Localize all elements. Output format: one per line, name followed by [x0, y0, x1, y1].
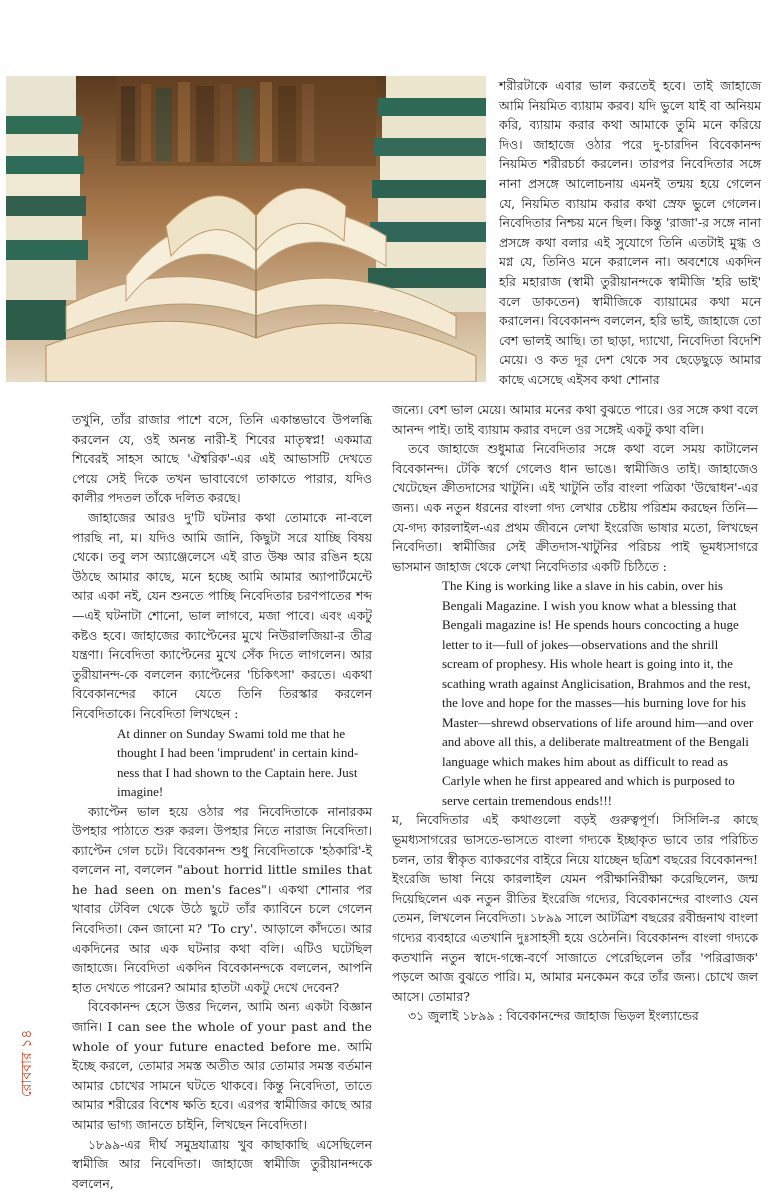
paragraph: তবে জাহাজে শুধুমাত্র নিবেদিতার সঙ্গে কথা বলে সময় কাটালেন বিবেকানন্দ। টেকি স্বর্গে গেলেও ধান ভাঙে। স্বামীজিও তাই। জাহাজেও খেটেছেন ক্রীতদাসের খাটুনি। এই খাটুনি তাঁর বাংলা পত্রিকা 'উদ্বোধন'-এর জন্য। এক নতুন ধরনের বাংলা গদ্য লেখার চেষ্টায় পরিশ্রম করছেন তিনি—যে-গদ্য কারলাইল-এর প্রথম জীবনে লেখা ইংরেজি ভাষার মতো, লিখছেন নিবেদিতা। স্বামীজির সেই ক্রীতদাস-খাটুনির পরিচয় পাই ভূমধ্যসাগরে ভাসমান জাহাজ থেকে লেখা নিবেদিতার একটি চিঠিতে :	[392, 441, 758, 574]
paragraph: জাহাজের আরও দু'টি ঘটনার কথা তোমাকে না-বলে পারছি না, ম। যদিও আমি জানি, কিছুটা সরে যাচ্ছি বিষয় থেকে। তবু লস অ্যাঞ্জেলেসে এই রাত উষ্ণ আর রঙিন হয়ে উঠছে আমার কাছে, মনে হচ্ছে আমি আমার অ্যাপার্টমেন্টে আর একা নই, যেন শুনতে পাচ্ছি নিবেদিতার চরণপাতের শব্দ—এই ঘটনাটা শোনো, ভাল লাগবে, মজা পাবে। এবং একটু কষ্টও হবে। জাহাজের ক্যাপ্টেনের মুখে নিউরালজিয়া-র তীব্র যন্ত্রণা। নিবেদিতা ক্যাপ্টেনের মুখে সেঁক দিতে লাগলেন। আর তুরীয়ানন্দ-কে বললেন ক্যাপ্টেনের 'চিকিৎসা' করতে। একথা বিবেকানন্দের কানে যেতে তিনি তিরস্কার করলেন নিবেদিতাকে। নিবেদিতা লিখছেন :	[72, 509, 372, 721]
paragraph: ক্যাপ্টেন ভাল হয়ে ওঠার পর নিবেদিতাকে নানারকম উপহার পাঠাতে শুরু করল। উপহার নিতে নারাজ নিবেদিতা। ক্যাপ্টেন গেল চটে। বিবেকানন্দ শুধু নিবেদিতাকে 'হঠকারি'-ই বললেন না, বললেন "about horrid little smiles that he had seen on men's faces"। একথা শোনার পর খাবার টেবিল থেকে উঠে ছুটে তাঁর ক্যাবিনে চলে গেলেন নিবেদিতা। কেন জানো ম? 'To cry'. আড়ালে কাঁদতে। আর একদিনের আর এক ঘটনার কথা বলি। এটিও ঘটেছিল জাহাজে। নিবেদিতা একদিন বিবেকানন্দকে বললেন, আপনি হাত দেখতে পারেন? আমার হাতটা একটু দেখে দেবেন?	[72, 803, 372, 995]
quote-king-working: The King is working like a slave in his cabin, over his Bengali Magazine. I wish you know what a blessing that Bengali magazine is! He spends hours concocting a huge letter to it—full of jokes—observations and the shrill scream of prophesy. His whole heart is going into it, the scathing wrath against Anglicisation, Brahmos and the rest, the love and hope for the masses—his burning love for his Master—shrewd observations of life around him—and over and above all this, a deliberate maltreatment of the Bengali language which makes him about as difficult to read as Carlyle when he first appeared and which is purposed to serve certain tremendous ends!!!	[442, 578, 754, 808]
paragraph: ১৮৯৯-এর দীর্ঘ সমুদ্রযাত্রায় খুব কাছাকাছি এসেছিলেন স্বামীজি আর নিবেদিতা। জাহাজে স্বামীজি তুরীয়ানন্দকে বললেন,	[72, 1136, 372, 1191]
right-top-column	[499, 76, 761, 390]
left-column	[72, 410, 372, 1193]
quote-nivedita-dinner: At dinner on Sunday Swami told me that he thought I had been 'imprudent' in certain kind- ness that I had shown to the Captain here. Just imagine!	[117, 725, 359, 799]
paragraph: তখুনি, তাঁর রাজার পাশে বসে, তিনি একান্তভাবে উপলব্ধি করলেন যে, ওই অনন্ত নারী-ই শিবের মাতৃস্বপ্ন! একমাত্র শিবেরই সাহস আছে 'ঐশ্বরিক'-এর এই আভাসটি দেখতে পেয়ে সেই দিকে তখন ভাবাবেগে তাকাতে পারার, যদিও কালীর পদতল তাঁকে দলিত করছে।	[72, 412, 372, 506]
right-main-column	[392, 400, 758, 1026]
page-footer-label: রোববার ১৪	[19, 1029, 35, 1097]
paragraph: জন্যে। বেশ ভাল মেয়ে। আমার মনের কথা বুঝতে পারে। ওর সঙ্গে কথা বলে আনন্দ পাই। তাই ব্যায়াম করার বদলে ওর সঙ্গেই একটু কথা বলি।	[392, 402, 758, 437]
paragraph: ম, নিবেদিতার এই কথাগুলো বড়ই গুরুত্বপূর্ণ। সিসিলি-র কাছে ভূমধ্যসাগরের ভাসতে-ভাসতে বাংলা গদ্যকে ইচ্ছাকৃত ভাবে তার পরিচিত চলন, তার স্বীকৃত ব্যাকরণের বাইরে নিয়ে যাচ্ছেন ছত্রিশ বছরের বিবেকানন্দ! ইংরেজি ভাষা নিয়ে কারলাইল যেমন পরীক্ষানিরীক্ষা করেছিলেন, জন্ম দিয়েছিলেন এক নতুন রীতির ইংরেজি গদ্যের, বিবেকানন্দের বাংলাও যেন তেমন, লিখলেন নিবেদিতা। ১৮৯৯ সালে আটত্রিশ বছরের রবীন্দ্রনাথ বাংলা গদ্যের ব্যবহারে এতখানি দুঃসাহসী হয়ে ওঠেননি। বিবেকানন্দ বাংলা গদ্যকে কতখানি নতুন স্বাদে-গন্ধে-বর্ণে সাজাতে পেরেছিলেন তাঁর 'পরিব্রাজক' পড়লে আজ বুঝতে পারি। ম, আমার মনকেমন করে তাঁর জন্য। চোখে জল আসে। তোমার?	[392, 812, 758, 1004]
paragraph: শরীরটাকে এবার ভাল করতেই হবে। তাই জাহাজে আমি নিয়মিত ব্যায়াম করব। যদি ভুলে যাই বা অনিয়ম করি, ব্যায়াম করার কথা আমাকে তুমি মনে করিয়ে দিও। জাহাজে ওঠার পরে দু-চারদিন বিবেকানন্দ নিয়মিত শরীরচর্চা করলেন। তারপর নিবেদিতার সঙ্গে নানা প্রসঙ্গে আলোচনায় এমনই তন্ময় হয়ে গেলেন যে, নিয়মিত ব্যায়াম করার কথা স্রেফ ভুলে গেলেন। নিবেদিতার নিশ্চয় মনে ছিল। কিন্তু 'রাজা'-র সঙ্গে নানা প্রসঙ্গে কথা বলার এই সুযোগে তিনি এতটাই মুগ্ধ ও মগ্ন যে, তিনিও মনে করালেন না। অবশেষে একদিন হরি মহারাজ (স্বামী তুরীয়ানন্দকে স্বামীজি 'হরি ভাই' বলে ডাকতেন) স্বামীজিকে ব্যায়ামের কথা মনে করালেন। বিবেকানন্দ বললেন, হরি ভাই, জাহাজে তো বেশ ভালই আছি। তা ছাড়া, দ্যাখো, নিবেদিতা বিদেশি মেয়ে। ও কত দূর দেশ থেকে সব ছেড়েছুড়ে আমার কাছে এসেছে এইসব কথা শোনার	[499, 78, 761, 387]
page-footer	[12, 990, 36, 1100]
books-photo-icon	[6, 76, 486, 382]
paragraph: বিবেকানন্দ হেসে উত্তর দিলেন, আমি অন্য একটা বিজ্ঞান জানি। I can see the whole of your past and the whole of your future enacted before me. আমি ইচ্ছে করলে, তোমার সমস্ত অতীত আর তোমার সমস্ত বর্তমান আমার চোখের সামনে ঘটতে থাকবে। কিন্তু নিবেদিতা, তাতে আমার শরীরের বিশেষ ক্ষতি হবে। এরপর স্বামীজির কাছে আর আমার ভাগ্য জানতে চাইনি, লিখছেন নিবেদিতা।	[72, 999, 372, 1132]
books-photo	[6, 76, 486, 382]
paragraph: ৩১ জুলাই ১৮৯৯ : বিবেকানন্দের জাহাজ ভিড়ল ইংল্যান্ডের	[408, 1008, 699, 1024]
